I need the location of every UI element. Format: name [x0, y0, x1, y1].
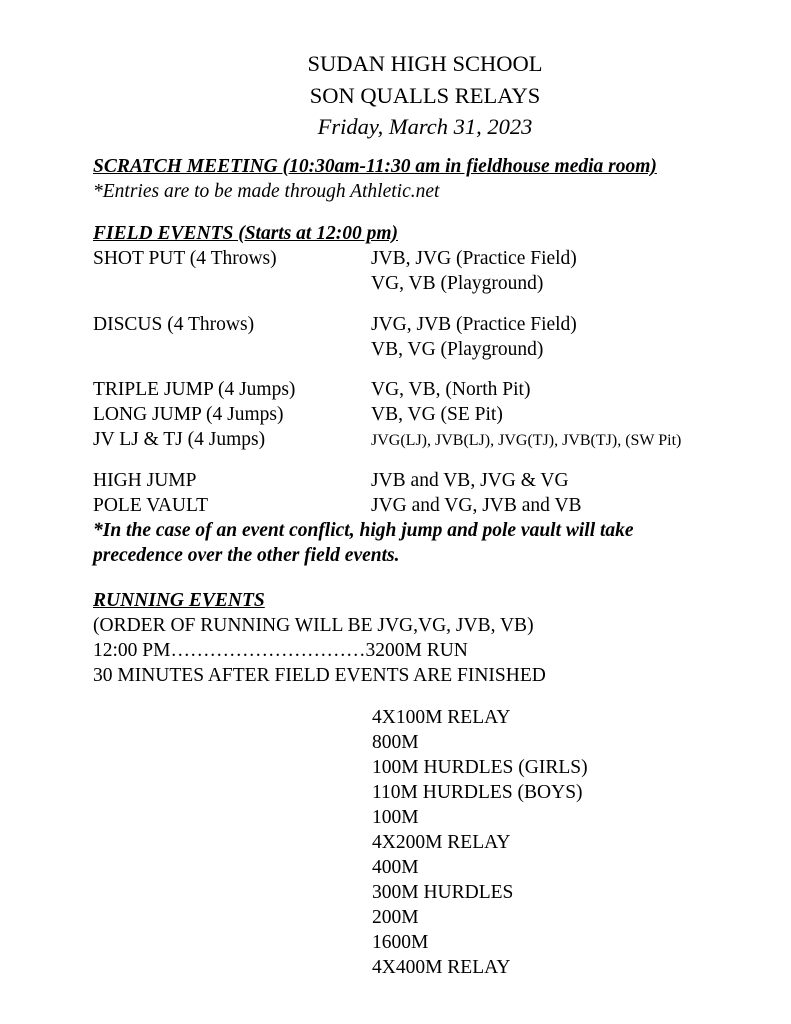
pole-vault-name: POLE VAULT: [93, 495, 209, 516]
shot-put-name: SHOT PUT (4 Throws): [93, 248, 277, 269]
jv-lj-tj-detail: JVG(LJ), JVB(LJ), JVG(TJ), JVB(TJ), (SW Pit): [371, 432, 682, 449]
conflict-note-line-2: precedence over the other field events.: [93, 545, 400, 566]
running-event-item: 4X400M RELAY: [372, 957, 511, 978]
school-name: SUDAN HIGH SCHOOL: [307, 51, 543, 76]
running-event-item: 4X200M RELAY: [372, 832, 511, 853]
high-jump-detail: JVB and VB, JVG & VG: [371, 470, 569, 491]
jv-lj-tj-name: JV LJ & TJ (4 Jumps): [93, 429, 266, 450]
after-field-events-note: 30 MINUTES AFTER FIELD EVENTS ARE FINISHED: [93, 665, 546, 686]
running-order: (ORDER OF RUNNING WILL BE JVG,VG, JVB, VB): [93, 615, 534, 636]
running-event-item: 300M HURDLES: [372, 882, 514, 903]
event-title: SON QUALLS RELAYS: [309, 83, 541, 108]
pole-vault-detail: JVG and VG, JVB and VB: [371, 495, 582, 516]
running-events-heading: RUNNING EVENTS: [93, 590, 265, 611]
triple-jump-detail: VG, VB, (North Pit): [371, 379, 531, 400]
event-date: Friday, March 31, 2023: [317, 114, 533, 139]
discus-name: DISCUS (4 Throws): [93, 314, 255, 335]
running-event-item: 1600M: [372, 932, 429, 953]
shot-put-detail-2: VG, VB (Playground): [371, 273, 544, 294]
running-event-item: 100M HURDLES (GIRLS): [372, 757, 588, 778]
discus-detail-2: VB, VG (Playground): [371, 339, 544, 360]
shot-put-detail-1: JVB, JVG (Practice Field): [371, 248, 577, 269]
discus-detail-1: JVG, JVB (Practice Field): [371, 314, 577, 335]
running-event-item: 110M HURDLES (BOYS): [372, 782, 583, 803]
running-event-item: 800M: [372, 732, 419, 753]
long-jump-detail: VB, VG (SE Pit): [371, 404, 503, 425]
triple-jump-name: TRIPLE JUMP (4 Jumps): [93, 379, 296, 400]
running-event-item: 4X100M RELAY: [372, 707, 511, 728]
running-event-item: 200M: [372, 907, 419, 928]
field-events-heading: FIELD EVENTS (Starts at 12:00 pm): [93, 223, 399, 244]
conflict-note-line-1: *In the case of an event conflict, high jump and pole vault will take: [93, 520, 634, 541]
running-event-item: 400M: [372, 857, 419, 878]
entries-note: *Entries are to be made through Athletic.net: [93, 181, 440, 202]
scratch-meeting-heading: SCRATCH MEETING (10:30am-11:30 am in fieldhouse media room): [93, 156, 657, 177]
long-jump-name: LONG JUMP (4 Jumps): [93, 404, 284, 425]
high-jump-name: HIGH JUMP: [93, 470, 197, 491]
running-event-item: 100M: [372, 807, 419, 828]
first-running-event: 12:00 PM…………………………3200M RUN: [93, 640, 468, 661]
